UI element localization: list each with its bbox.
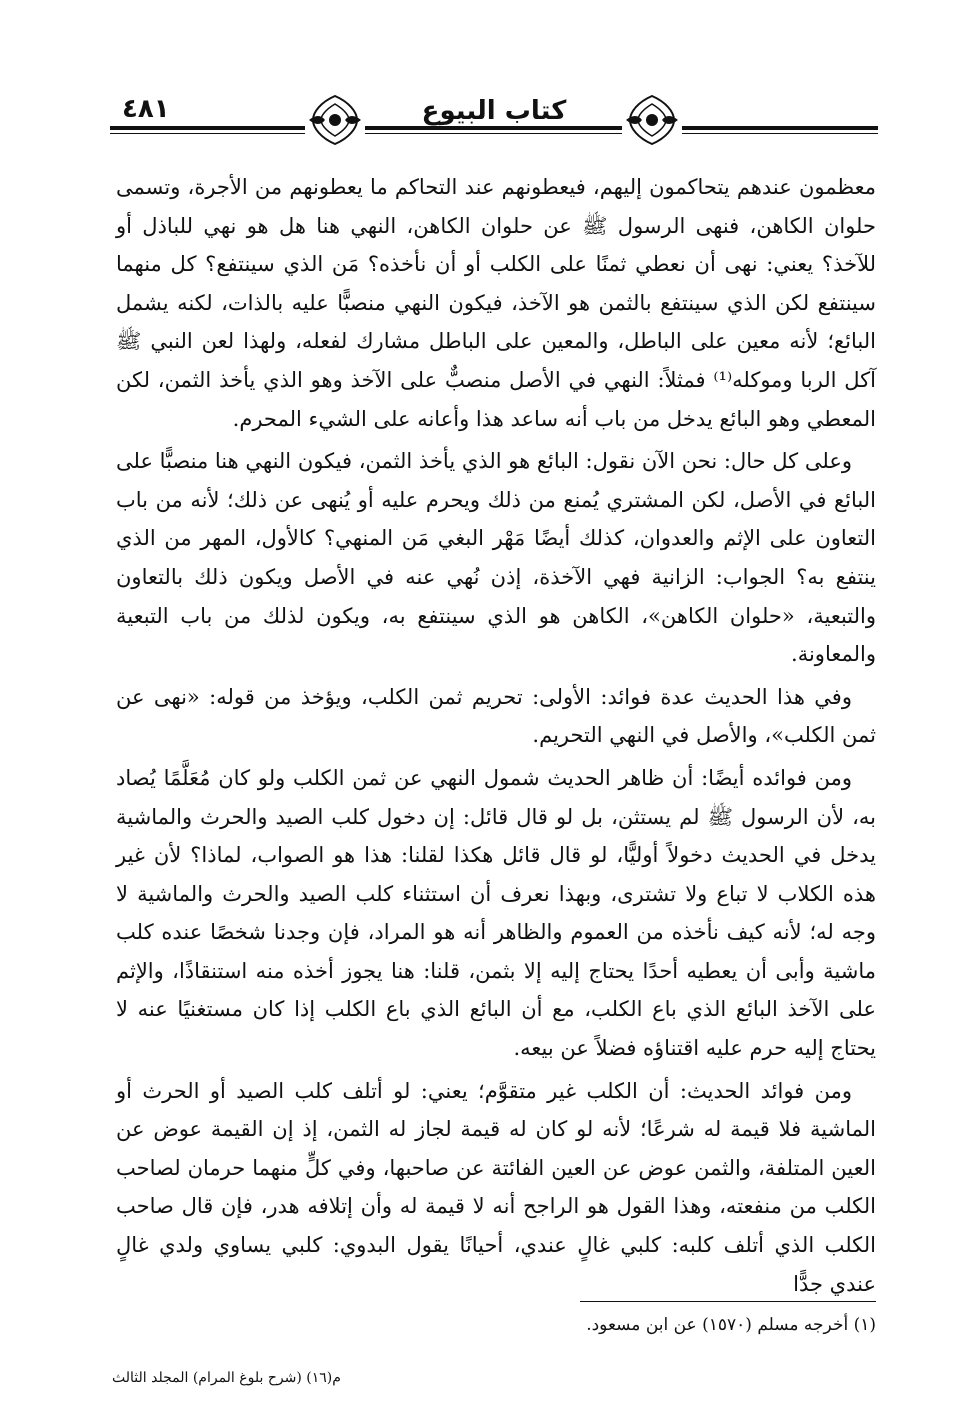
page-header [110,88,878,158]
footnote: (١) أخرجه مسلم (١٥٧٠) عن ابن مسعود. [586,1315,876,1335]
ornament-icon [305,92,365,148]
body-text [116,168,876,1303]
book-reference: م(١٦) (شرح بلوغ المرام) المجلد الثالث [112,1370,341,1386]
paragraph: وفي هذا الحديث عدة فوائد: الأولى: تحريم ثمن الكلب، ويؤخذ من قوله: «نهى عن ثمن الكلب»، والأصل في النهي التحريم. [116,684,876,748]
footnote-divider [580,1301,876,1302]
ornament-icon [622,92,682,148]
header-rule-thin [110,133,878,134]
paragraph: معظمون عندهم يتحاكمون إليهم، فيعطونهم عند التحاكم ما يعطونهم من الأجرة، وتسمى حلوان الكاهن، فنهى الرسول ﷺ عن حلوان الكاهن، النهي هنا هل هو نهي للباذل أو للآخذ؟ يعني: نهى أن نعطي ثمنًا على الكلب أو أن نأخذه؟ مَن الذي سينتفع؟ كل منهما سينتفع لكن الذي سينتفع بالثمن هو الآخذ، فيكون النهي منصبًّا عليه بالذات، لكنه يشمل البائع؛ لأنه معين على الباطل، والمعين على الباطل مشارك لفعله، ولهذا لعن النبي ﷺ آكل الربا وموكله⁽¹⁾ فمثلاً: النهي في الأصل منصبٌّ على الآخذ وهو الذي يأخذ الثمن، لكن المعطي وهو البائع يدخل من باب أنه ساعد هذا وأعانه على الشيء المحرم. [116,175,876,431]
header-rule-thick [110,126,878,130]
page-number: ٤٨١ [116,94,176,124]
paragraph: وعلى كل حال: نحن الآن نقول: البائع هو الذي يأخذ الثمن، فيكون النهي هنا منصبًّا على البائع في الأصل، لكن المشتري يُمنع من ذلك ويحرم عليه أو يُنهى عن ذلك؛ لأنه من باب التعاون على الإثم والعدوان، كذلك أيضًا مَهْر البغي مَن المنهي؟ كالأول، المهر من الذي ينتفع به؟ الجواب: الزانية فهي الآخذة، إذن نُهي عنه في الأصل ويكون ذلك بالتعاون والتبعية، «حلوان الكاهن»، الكاهن هو الذي سينتفع به، ويكون لذلك من باب التبعية والمعاونة. [116,449,876,667]
paragraph: ومن فوائده أيضًا: أن ظاهر الحديث شمول النهي عن ثمن الكلب ولو كان مُعَلَّمًا يُصاد به، لأن الرسول ﷺ لم يستثن، بل لو قال قائل: إن دخول كلب الصيد والحرث والماشية يدخل في الحديث دخولاً أوليًّا، لو قال قائل هكذا لقلنا: هذا هو الصواب، لماذا؟ لأن غير هذه الكلاب لا تباع ولا تشترى، وبهذا نعرف أن استثناء كلب الصيد والحرث والماشية لا وجه له؛ لأنه كيف نأخذه من العموم والظاهر أنه هو المراد، فإن وجدنا شخصًا عنده كلب ماشية وأبى أن يعطيه أحدًا يحتاج إليه إلا بثمن، قلنا: هنا يجوز أخذه منه استنقاذًا، والإثم على الآخذ البائع الذي باع الكلب، مع أن البائع الذي باع الكلب إذا كان مستغنيًا عنه لا يحتاج إليه حرم عليه اقتناؤه فضلاً عن بيعه. [116,765,876,1061]
chapter-title: كتاب البيوع [364,96,625,126]
paragraph: ومن فوائد الحديث: أن الكلب غير متقوَّم؛ يعني: لو أتلف كلب الصيد أو الحرث أو الماشية فلا قيمة له شرعًا؛ لأنه لو كان له قيمة لجاز له الثمن، إذ إن القيمة عوض عن العين المتلفة، والثمن عوض عن العين الفائتة عن صاحبها، وفي كلٍّ منهما حرمان لصاحب الكلب من منفعته، وهذا القول هو الراجح أنه لا قيمة له وأن إتلافه هدر، فإن قال صاحب الكلب الذي أتلف كلبه: كلبي غالٍ عندي، أحيانًا يقول البدوي: كلبي يساوي ولدي غالٍ عندي جدًّا [116,1078,876,1296]
